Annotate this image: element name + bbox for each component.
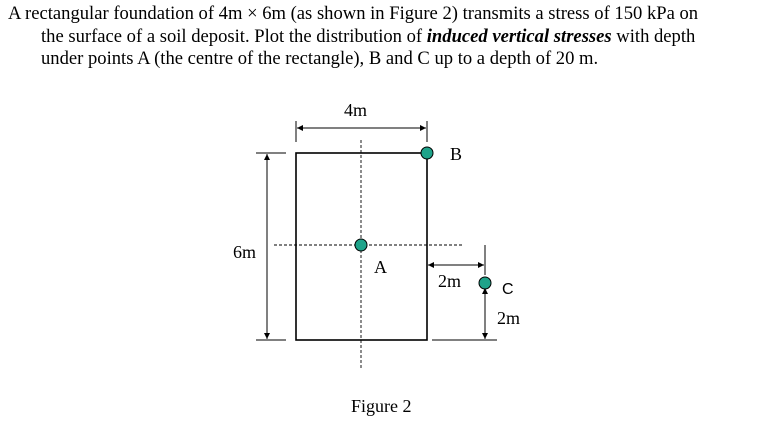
point-a-label: A [374,257,387,277]
problem-line-2-end: with depth [611,25,696,47]
point-c-label: C [502,281,514,298]
point-c-marker [479,277,491,289]
offset-x-label: 2m [438,271,462,291]
offset-y-label: 2m [497,308,521,328]
width-label: 4m [344,100,368,120]
point-a-marker [355,239,367,251]
problem-line-2-start: the surface of a soil deposit. Plot the distribution of [41,25,427,47]
problem-line-3: under points A (the centre of the rectangle), B and C up to a depth of 20 m. [41,48,599,69]
point-b-label: B [450,144,463,164]
point-b-marker [421,147,433,159]
height-label: 6m [233,242,257,262]
figure-caption: Figure 2 [351,396,412,416]
problem-line-1: A rectangular foundation of 4m × 6m (as shown in Figure 2) transmits a stress of 150 kPa on [8,3,699,24]
emphasized-phrase: induced vertical stresses [426,25,612,47]
